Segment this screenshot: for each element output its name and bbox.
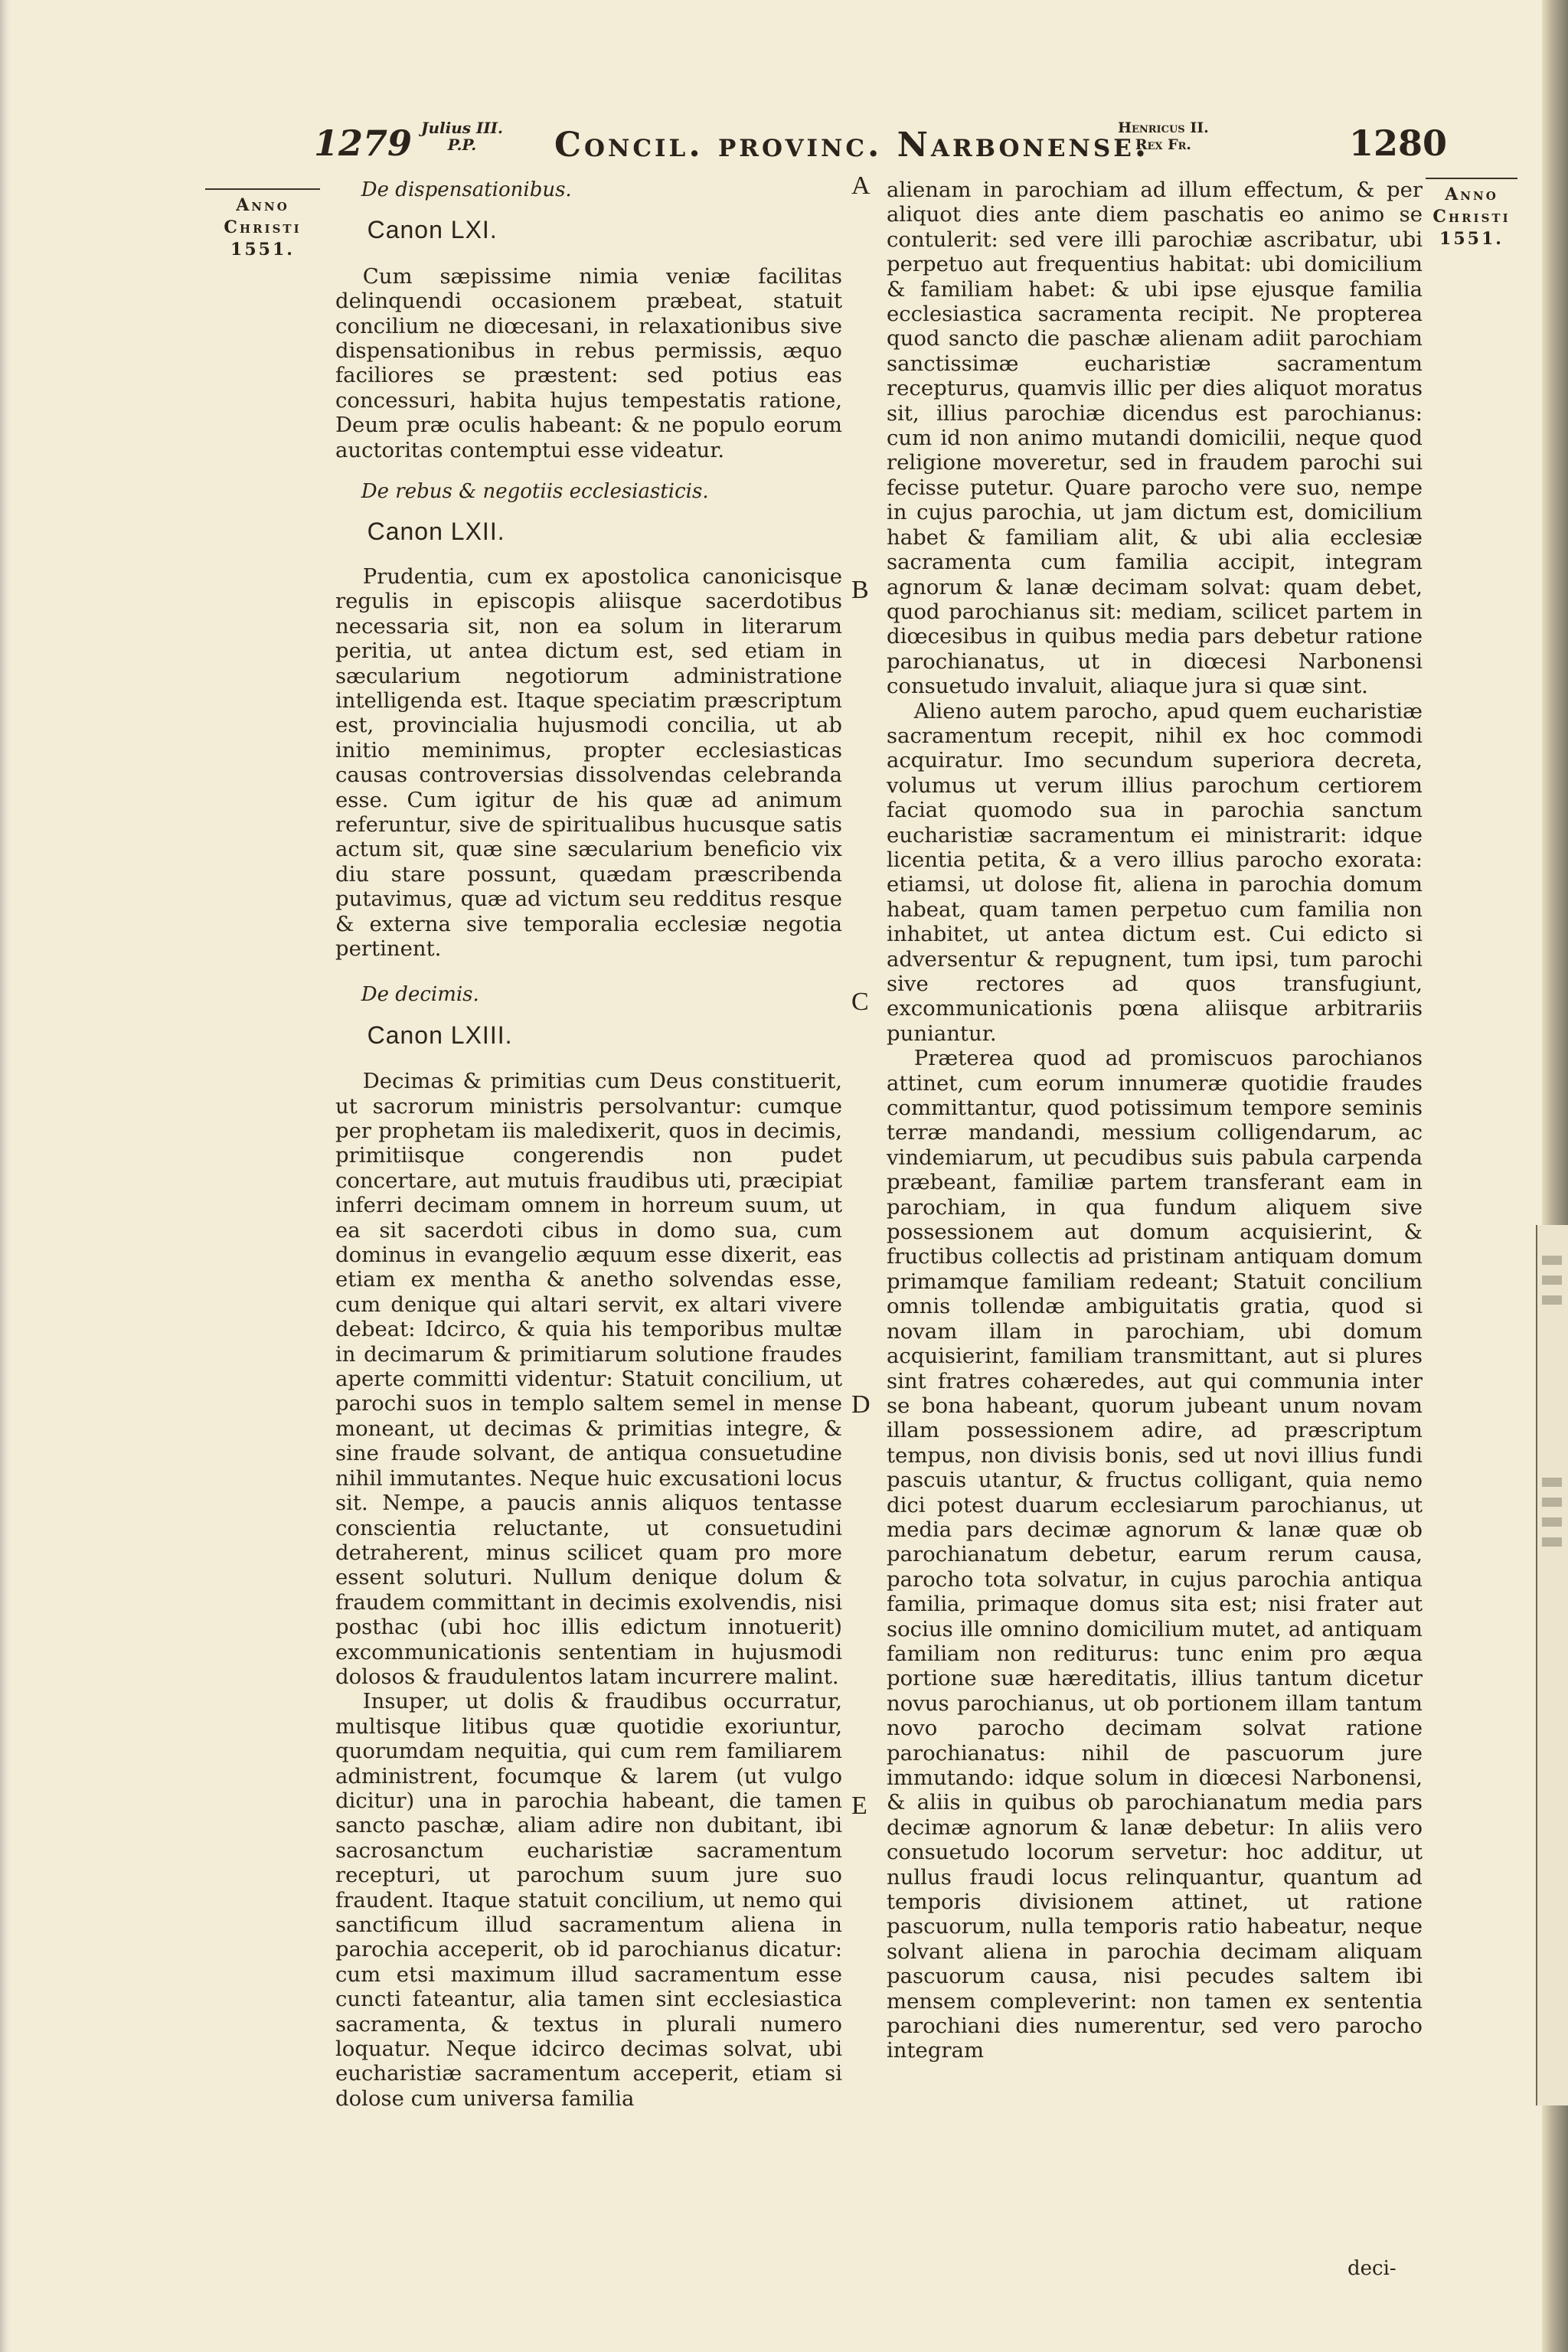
margin-letter-a: A xyxy=(851,172,871,200)
section-heading-church-affairs: De rebus & negotiis ecclesiasticis. xyxy=(361,480,709,504)
section-heading-dispensations: De dispensationibus. xyxy=(361,178,572,201)
margin-letter-e: E xyxy=(851,1792,867,1820)
anno-christi-right xyxy=(1426,178,1517,250)
pope-line-1: Julius III. xyxy=(421,119,503,137)
pope-note xyxy=(421,119,503,153)
anno-rule-left xyxy=(205,188,320,190)
page-number-right: 1280 xyxy=(1348,122,1447,164)
king-line-2: Rex Fr. xyxy=(1135,136,1192,153)
canon-62-title: Canon LXII. xyxy=(367,518,505,546)
anno-left-line-3: 1551. xyxy=(230,240,295,260)
anno-right-line-2: Christi xyxy=(1432,207,1511,227)
anno-right-line-1: Anno xyxy=(1445,185,1498,204)
adjacent-page-fragment xyxy=(1536,1225,1568,2105)
running-title: Concil. provinc. Narbonense. xyxy=(554,126,1150,165)
page-number-left: 1279 xyxy=(314,122,413,164)
anno-christi-left xyxy=(205,188,320,261)
king-line-1: Henricus II. xyxy=(1118,119,1209,136)
anno-rule-right xyxy=(1426,178,1517,179)
margin-letter-b: B xyxy=(851,576,869,604)
right-paragraph-2: Alieno autem parocho, apud quem eucharistiæ sacramentum recepit, nihil ex hoc commodi acquiratur. Imo secundum superiora decreta, volumus ut verum illius parochum certiorem faciat quomodo sua in parochia sanctum eucharistiæ sacramentum ei ministrarit: idque licentia petita, & a vero illius parocho exorata: etiamsi, ut dolose fit, aliena in parochia domum habeat, quam tamen perpetuo cum familia non inhabitet, ut antea dictum est. Cui edicto si adversentur & repugnent, tum ipsi, tum parochi sive rectores ad quos transfugiunt, excommunicationis pœna aliisque arbitrariis puniantur. xyxy=(887,698,1423,1046)
section-heading-tithes: De decimis. xyxy=(361,983,479,1007)
anno-left-line-2: Christi xyxy=(224,217,302,237)
right-paragraph-1: alienam in parochiam ad illum effectum, & per aliquot dies ante diem paschatis eo animo se contulerit: sed vere illi parochiæ ascribatur, ubi perpetuo aut frequentius habitat: ubi domicilium & familiam habet: & ubi ipse ejusque familia ecclesiastica sacramenta recipit. Ne propterea quod sancto die paschæ alienam adiit parochiam sanctissimæ eucharistiæ sacramentum recepturus, quamvis illic per dies aliquot moratus sit, illius parochiæ dicendus est parochianus: cum id non animo mutandi domicilii, neque quod religione moveretur, sed in fraudem parochi sui fecisse putetur. Quare parocho vere suo, nempe in cujus parochia, ut jam dictum est, domicilium habet & familiam alit, & ubi alia ecclesiæ sacramenta cum familia accipit, integram agnorum & lanæ decimam solvat: quam debet, quod parochianus sit: mediam, scilicet partem in diœcesibus in quibus media pars debetur ratione parochianatus, ut in diœcesi Narbonensi consuetudo invaluit, aliaque jura si quæ sint. xyxy=(887,178,1423,699)
right-column xyxy=(887,178,1423,2063)
pope-line-2: P.P. xyxy=(447,136,477,154)
catchword: deci- xyxy=(1348,2257,1396,2280)
book-spine xyxy=(0,0,11,2352)
page-header xyxy=(314,115,1447,168)
canon-63-text-2: Insuper, ut dolis & fraudibus occurratur, multisque litibus quæ quotidie exoriuntur, quorumdam nequitia, qui cum rem familiarem administrent, focumque & larem (ut vulgo dicitur) una in parochia habeant, die tamen sancto paschæ, aliam adire non dubitant, ibi sacrosanctum eucharistiæ sacramentum recepturi, ut parochum suum jure suo fraudent. Itaque statuit concilium, ut nemo qui sanctificum illud sacramentum aliena in parochia acceperit, ob id parochianus dicatur: cum etsi maximum illud sacramentum esse cuncti fateantur, alia tamen sint ecclesiastica sacramenta, & textus in plurali numero loquatur. Neque idcirco decimas solvat, ubi eucharistiæ sacramentum acceperit, etiam si dolose cum universa familia xyxy=(335,1689,842,2111)
king-note xyxy=(1118,119,1209,153)
anno-right-line-3: 1551. xyxy=(1439,229,1504,249)
margin-letter-d: D xyxy=(851,1390,871,1419)
canon-61-title: Canon LXI. xyxy=(367,216,498,244)
left-column xyxy=(335,178,842,2111)
canon-61-text: Cum sæpissime nimia veniæ facilitas delinquendi occasionem præbeat, statuit concilium ne diœcesani, in relaxationibus sive dispensationibus in rebus permissis, æquo faciliores se præstent: sed potius eas concessuri, habita hujus tempestatis ratione, Deum præ oculis habeant: & ne populo eorum auctoritas contemptui esse videatur. xyxy=(335,263,842,462)
canon-63-title: Canon LXIII. xyxy=(367,1021,513,1049)
anno-left-line-1: Anno xyxy=(236,195,289,215)
margin-letter-c: C xyxy=(851,988,869,1016)
canon-62-text: Prudentia, cum ex apostolica canonicisque regulis in episcopis aliisque sacerdotibus necessaria sit, non ea solum in literarum peritia, ut antea dictum est, sed etiam in sæcularium negotiorum administratione intelligenda est. Itaque speciatim præscriptum est, provincialia hujusmodi concilia, ut ab initio meminimus, propter ecclesiasticas causas controversias dissolvendas celebranda esse. Cum igitur de his quæ ad animum referuntur, sive de spiritualibus hucusque satis actum sit, quæ sine sæcularium beneficio vix diu stare possunt, quædam præscribenda putavimus, quæ ad victum seu redditus resque & externa sive temporalia ecclesiæ negotia pertinent. xyxy=(335,564,842,961)
right-paragraph-3: Præterea quod ad promiscuos parochianos attinet, cum eorum innumeræ quotidie fraudes committantur, quod potissimum tempore seminis terræ mandandi, messium colligendarum, ac vindemiarum, ut pecudibus suis pabula carpenda præbeant, familiæ partem transferant eam in parochiam, in qua fundum aliquem sive possessionem aut domum acquisierint, & fructibus collectis ad pristinam antiquam domum primamque familiam redeant; Statuit concilium omnis tollendæ ambiguitatis gratia, quod si novam illam in parochiam, ubi domum acquisierint, familiam transmittant, aut si plures sint fratres cohæredes, aut qui communia inter se bona habeant, quorum jubeant unum novam illam possessionem adire, ad præscriptum tempus, non divisis bonis, sed ut novi illius fundi pascuis utantur, & fructus colligant, quia nemo dici potest duarum ecclesiarum parochianus, ut media pars decimæ agnorum & lanæ quæ ob parochianatum debetur, earum rerum causa, parocho tota solvatur, in cujus parochia antiqua familia, primaque domus sita est; nisi frater aut socius ille omnino domicilium mutet, ad antiquam familiam non rediturus: tunc enim pro æqua portione suæ hæreditatis, illius tantum dicetur novus parochianus, ut ob portionem illam tantum novo parocho decimam solvat ratione parochianatus: nihil de pascuorum jure immutando: idque solum in diœcesi Narbonensi, & aliis in quibus ob parochianatum media pars decimæ agnorum & lanæ debetur: In aliis vero consuetudo locorum servetur: hoc additur, ut nullus fraudi locus relinquantur, quantum ad temporis divisionem attinet, ut ratione pascuorum, nulla temporis ratio habeatur, neque solvant aliena in parochia decimam aliquam pascuorum causa, nisi pecudes saltem ibi mensem compleverint: non tamen ex sententia parochiani dies numerentur, sed vero parocho integram xyxy=(887,1046,1423,2063)
canon-63-text-1: Decimas & primitias cum Deus constituerit, ut sacrorum ministris persolvantur: cumque per prophetam iis maledixerit, quos in decimis, primitiisque congerendis non pudet concertare, aut mutuis fraudibus uti, præcipiat inferri decimam omnem in horreum suum, ut ea sit sacerdoti cibus in domo sua, cum dominus in evangelio æquum esse dixerit, eas etiam ex mentha & anetho solvendas esse, cum denique qui altari servit, ex altari vivere debeat: Idcirco, & quia his temporibus multæ in decimarum & primitiarum solutione fraudes aperte committi videntur: Statuit concilium, ut parochi suos in templo saltem semel in mense moneant, ut decimas & primitias integre, & sine fraude solvant, de antiqua consuetudine nihil immutantes. Neque huic excusationi locus sit. Nempe, a paucis annis aliquos tentasse conscientia reluctante, ut consuetudini detraherent, minus scilicet quam pro more essent soluturi. Nullum denique dolum & fraudem committant in decimis exolvendis, nisi posthac (ubi hoc illis edictum innotuerit) excommunicationis sententiam in hujusmodi dolosos & fraudulentos latam incurrere malint. xyxy=(335,1069,842,1689)
